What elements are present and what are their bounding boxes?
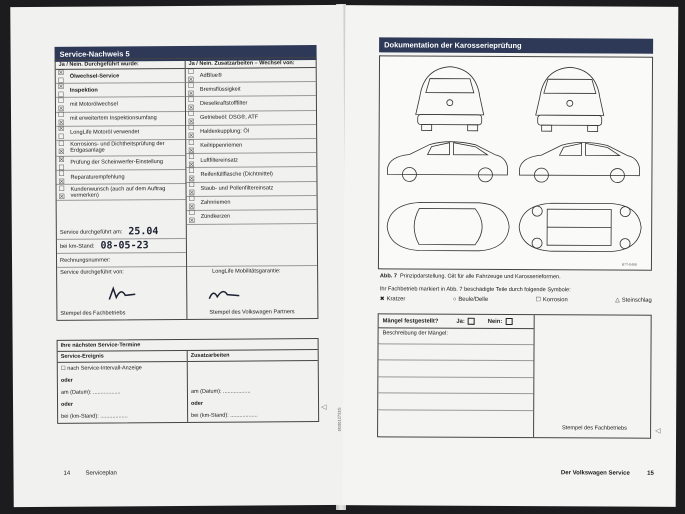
- service-date-field[interactable]: Service durchgeführt am: 25.04: [57, 225, 186, 240]
- date-field[interactable]: am (Datum): ..................: [190, 388, 251, 395]
- description-line[interactable]: [378, 410, 533, 427]
- description-line[interactable]: [378, 344, 533, 361]
- column-header: Zusatzarbeiten: [188, 350, 318, 362]
- item-label: Luftfiltereinsatz: [200, 157, 238, 164]
- left-item[interactable]: [56, 170, 185, 185]
- item-label: Ölwechsel-Service: [69, 72, 120, 80]
- date-field[interactable]: am (Datum): ..................: [60, 389, 121, 396]
- item-label: mit erweitertem Inspektionsumfang: [70, 115, 157, 122]
- legend-label: Steinschlag: [621, 297, 652, 304]
- item-label: Kundenwunsch (auch auf dem Auftrag vermerken): [70, 185, 166, 199]
- performed-column: [56, 59, 187, 226]
- right-item[interactable]: [187, 210, 317, 225]
- stamp-label: Stempel des Fachbetriebs: [60, 310, 126, 317]
- item-label: Keilrippenriemen: [200, 143, 243, 150]
- checkbox-icon[interactable]: ☐ ☒: [57, 110, 65, 127]
- legend-item: [536, 297, 568, 303]
- section-label: Serviceplan: [85, 470, 117, 477]
- item-label: AdBlue®: [199, 72, 222, 79]
- left-item[interactable]: [56, 69, 185, 84]
- item-label: Haldexkupplung: Öl: [200, 128, 249, 136]
- or-label: oder: [61, 401, 73, 408]
- left-item[interactable]: [56, 140, 185, 157]
- legend-item: [453, 297, 488, 303]
- checkbox-icon[interactable]: ☐ ☒: [58, 140, 65, 157]
- checkbox-icon[interactable]: ☐ ☒: [57, 96, 65, 113]
- car-outline-icon: [379, 56, 652, 269]
- item-label: Zündkerzen: [200, 214, 231, 221]
- column-header: Ja / Nein. Zusatzarbeiten – Wechsel von:: [186, 58, 316, 69]
- checkbox-icon[interactable]: ☐ ☒: [188, 152, 195, 169]
- or-label: oder: [60, 377, 73, 384]
- section-label: Der Volkswagen Service: [560, 470, 630, 477]
- checkbox-icon[interactable]: ☐ ☒: [188, 124, 195, 141]
- description-line[interactable]: [378, 377, 533, 394]
- triangle-icon: ◁: [655, 427, 661, 435]
- checkbox-icon[interactable]: ☐ ☒: [58, 169, 65, 186]
- left-item[interactable]: [56, 112, 185, 127]
- checkbox-icon[interactable]: ☐ ☒: [187, 110, 195, 127]
- left-item[interactable]: [56, 97, 185, 112]
- triangle-icon: ◁: [321, 403, 327, 412]
- right-item[interactable]: [186, 125, 316, 140]
- item-label: mit Motorölwechsel: [69, 101, 118, 108]
- left-item[interactable]: [57, 184, 186, 201]
- longlife-box: LongLife Mobilitätsgarantie: Stempel des Volkswagen Partners: [187, 266, 317, 319]
- invoice-field[interactable]: Rechnungsnummer:: [57, 253, 186, 268]
- left-item[interactable]: [56, 126, 185, 141]
- item-label: LongLife Motoröl verwendet: [70, 129, 140, 137]
- left-item[interactable]: [56, 83, 185, 98]
- right-item[interactable]: [186, 111, 316, 126]
- done-by-box: Service durchgeführt von: Stempel des Fachbetriebs: [57, 267, 186, 320]
- item-label: Korrosions- und Dichtheitsprüfung der Erdgasanlage: [70, 141, 165, 155]
- column-header: Ja / Nein. Durchgeführt wurde:: [56, 59, 185, 70]
- figure-caption: Abb. 7 Prinzipdarstellung. Gilt für alle Fahrzeuge und Karosserieformen.: [379, 273, 561, 281]
- right-page: [343, 5, 679, 507]
- page-title: Dokumentation der Karosserieprüfung: [379, 37, 653, 53]
- page-number: 15: [647, 470, 654, 477]
- page-number: 14: [63, 470, 71, 477]
- checkbox-icon[interactable]: ☐ ☒: [188, 209, 196, 226]
- legend-symbol-icon: △: [615, 297, 620, 304]
- service-date-value: 25.04: [128, 226, 159, 238]
- figure-tag: B7T-0466: [621, 262, 637, 267]
- left-item[interactable]: [56, 156, 185, 171]
- km-field[interactable]: bei (km-Stand): ..................: [61, 413, 128, 420]
- caption-instructions: Ihr Fachbetrieb markiert in Abb. 7 beschädigte Teile durch folgende Symbole:: [379, 286, 571, 294]
- service-form: [55, 57, 319, 321]
- checkbox-icon[interactable]: ☐ ☒: [188, 195, 195, 212]
- next-service-table: [57, 338, 320, 424]
- description-label: Beschreibung der Mängel:: [379, 328, 534, 345]
- next-service-title: Ihre nächsten Service-Termine: [58, 339, 318, 352]
- interval-option[interactable]: ☐ nach Service-Intervall-Anzeige: [60, 365, 142, 372]
- right-item[interactable]: [186, 82, 316, 97]
- checkbox-icon[interactable]: ☐ ☒: [187, 67, 195, 84]
- right-item[interactable]: [186, 68, 316, 83]
- no-checkbox[interactable]: [505, 318, 512, 325]
- item-label: Zahnriemen: [200, 199, 231, 207]
- defects-table: [377, 313, 652, 438]
- description-line[interactable]: [378, 361, 533, 378]
- right-item[interactable]: [186, 182, 316, 197]
- car-diagram: [378, 55, 653, 270]
- yes-checkbox[interactable]: [468, 318, 475, 325]
- checkbox-icon[interactable]: ☐ ☒: [187, 81, 195, 98]
- legend-symbol-icon: ○: [452, 296, 457, 303]
- checkbox-icon[interactable]: ☐ ☒: [188, 138, 195, 155]
- right-item[interactable]: [186, 96, 316, 111]
- right-item[interactable]: [186, 153, 316, 168]
- legend-item: [615, 298, 651, 304]
- km-field[interactable]: bei (km-Stand): ..................: [191, 412, 258, 419]
- right-item[interactable]: [186, 139, 316, 154]
- item-label: Inspektion: [69, 87, 98, 94]
- checkbox-icon[interactable]: ☒ ☐: [57, 82, 65, 99]
- checkbox-icon[interactable]: ☐ ☒: [187, 95, 195, 112]
- stamp-label: Stempel des Volkswagen Partners: [209, 309, 295, 316]
- checkbox-icon[interactable]: ☐ ☒: [188, 180, 195, 198]
- item-label: Getriebeöl: DSG®, ATF: [200, 114, 259, 121]
- checkbox-icon[interactable]: ☒ ☐: [58, 155, 65, 172]
- or-label: oder: [191, 400, 203, 407]
- right-item[interactable]: [187, 196, 317, 211]
- document-code: 5G0012731G: [336, 407, 342, 432]
- km-field[interactable]: bei km-Stand: 08-05-23: [57, 239, 186, 254]
- checkbox-icon[interactable]: ☐ ☒: [188, 166, 195, 183]
- legend-label: Beule/Delle: [458, 296, 489, 303]
- checkbox-icon[interactable]: ☒ ☐: [58, 125, 65, 142]
- legend-symbol-icon: ✖: [379, 296, 385, 303]
- defects-header: Mängel festgestellt? Ja: Nein:: [379, 314, 534, 329]
- description-line[interactable]: [378, 393, 533, 410]
- item-label: Reifenfüllflasche (Dichtmittel): [200, 171, 273, 178]
- item-label: Staub- und Pollenfiltereinsatz: [200, 185, 274, 192]
- item-label: Reparaturempfehlung: [70, 174, 125, 181]
- signature-icon: [207, 285, 241, 301]
- checkbox-icon[interactable]: ☐ ☒: [58, 184, 65, 201]
- page-title: Service-Nachweis 5: [55, 45, 317, 62]
- left-page: [10, 5, 346, 507]
- stamp-label: Stempel des Fachbetriebs: [561, 425, 627, 432]
- damage-legend: [380, 296, 652, 303]
- item-label: Dieselkraftstofffilter: [199, 100, 248, 107]
- legend-symbol-icon: ☐: [535, 297, 541, 304]
- signature-icon: [107, 285, 137, 301]
- legend-label: Korrosion: [542, 297, 568, 304]
- legend-item: [380, 296, 406, 302]
- item-label: Prüfung der Scheinwerfer-Einstellung: [70, 159, 164, 167]
- item-label: Bremsflüssigkeit: [199, 86, 241, 93]
- checkbox-icon[interactable]: ☒ ☐: [57, 68, 65, 85]
- column-header: Service-Ereignis: [58, 351, 187, 363]
- km-value: 08-05-23: [100, 240, 149, 252]
- right-item[interactable]: [186, 167, 316, 182]
- legend-label: Kratzer: [386, 296, 406, 303]
- extra-work-column: [186, 58, 317, 225]
